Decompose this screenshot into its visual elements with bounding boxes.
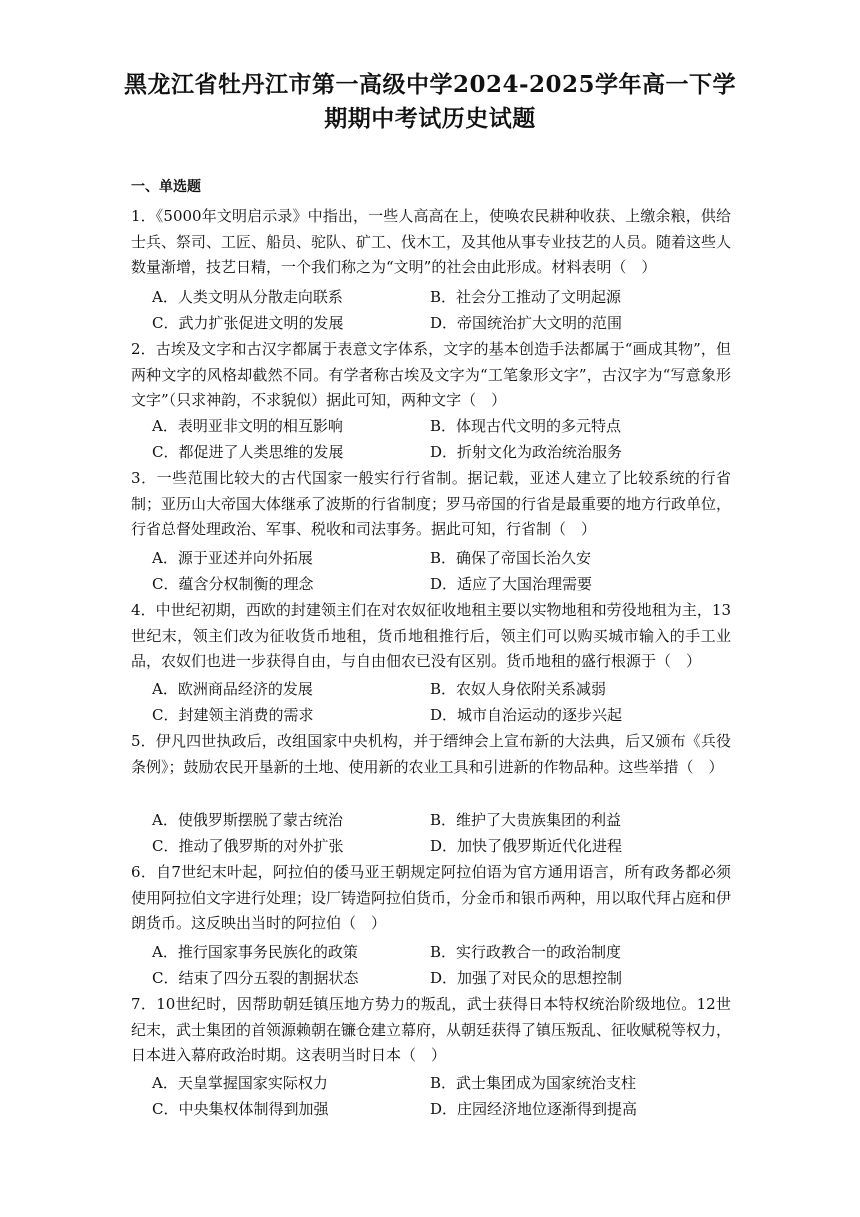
- question-7-option-c: C．中央集权体制得到加强: [152, 1100, 329, 1118]
- question-4-stem: 4．中世纪初期，西欧的封建领主们在对农奴征收地租主要以实物地租和劳役地租为主，13世纪末，领主们改为征收货币地租，货币地租推行后，领主们可以购买城市输入的手工业品，农奴们也进一步获得自由，与自由佃农已没有区别。货币地租的盛行根源于（ ）: [131, 601, 731, 671]
- question-1-option-c: C．武力扩张促进文明的发展: [152, 314, 344, 332]
- question-2-option-d: D．折射文化为政治统治服务: [430, 443, 623, 461]
- question-2-option-a: A．表明亚非文明的相互影响: [152, 417, 343, 435]
- question-3-option-d: D．适应了大国治理需要: [430, 575, 593, 593]
- question-5-option-a: A．使俄罗斯摆脱了蒙古统治: [152, 811, 343, 829]
- question-1-stem: 1．《5000年文明启示录》中指出，一些人高高在上，使唤农民耕种收获、上缴余粮，供给士兵、祭司、工匠、船员、驼队、矿工、伐木工，及其他从事专业技艺的人员。随着这些人数量渐增，技艺日精，一个我们称之为“文明”的社会由此形成。材料表明（ ）: [131, 207, 732, 277]
- title-line-1: 黑龙江省牡丹江市第一高级中学2024-2025学年高一下学: [123, 71, 737, 98]
- title-line-2: 期期中考试历史试题: [324, 105, 536, 132]
- document-title: [90, 68, 770, 136]
- question-7-option-d: D．庄园经济地位逐渐得到提高: [430, 1100, 638, 1118]
- question-1-option-a: A．人类文明从分散走向联系: [152, 288, 343, 306]
- question-5-stem: 5．伊凡四世执政后，改组国家中央机构，并于缙绅会上宣布新的大法典，后又颁布《兵役条例》；鼓励农民开垦新的土地、使用新的农业工具和引进新的作物品种。这些举措（ ）: [131, 732, 731, 776]
- question-2-option-b: B．体现古代文明的多元特点: [430, 417, 622, 435]
- question-2-option-c: C．都促进了人类思维的发展: [152, 443, 344, 461]
- question-5-option-b: B．维护了大贵族集团的利益: [430, 811, 622, 829]
- question-1-option-d: D．帝国统治扩大文明的范围: [430, 314, 623, 332]
- question-4-option-b: B．农奴人身依附关系减弱: [430, 680, 607, 698]
- question-3-option-b: B．确保了帝国长治久安: [430, 549, 592, 567]
- question-4-option-c: C．封建领主消费的需求: [152, 706, 314, 724]
- question-3-option-a: A．源于亚述并向外拓展: [152, 549, 313, 567]
- question-6-option-b: B．实行政教合一的政治制度: [430, 943, 622, 961]
- question-1-option-b: B．社会分工推动了文明起源: [430, 288, 622, 306]
- question-7-stem: 7．10世纪时，因帮助朝廷镇压地方势力的叛乱，武士获得日本特权统治阶级地位。12世纪末，武士集团的首领源赖朝在镰仓建立幕府，从朝廷获得了镇压叛乱、征收赋税等权力，日本进入幕府政治时期。这表明当时日本（ ）: [131, 995, 732, 1065]
- question-7-option-b: B．武士集团成为国家统治支柱: [430, 1074, 637, 1092]
- question-5-option-c: C．推动了俄罗斯的对外扩张: [152, 837, 344, 855]
- question-6-option-c: C．结束了四分五裂的割据状态: [152, 969, 359, 987]
- question-5-option-d: D．加快了俄罗斯近代化进程: [430, 837, 623, 855]
- question-3-option-c: C．蕴含分权制衡的理念: [152, 575, 314, 593]
- question-7-option-a: A．天皇掌握国家实际权力: [152, 1074, 328, 1092]
- section-heading: 一、单选题: [131, 179, 201, 195]
- question-2-stem: 2．古埃及文字和古汉字都属于表意文字体系，文字的基本创造手法都属于“画成其物”，但两种文字的风格却截然不同。有学者称古埃及文字为“工笔象形文字”，古汉字为“写意象形文字”（只求神韵，不求貌似）据此可知，两种文字（ ）: [131, 340, 731, 410]
- question-3-stem: 3．一些范围比较大的古代国家一般实行行省制。据记载，亚述人建立了比较系统的行省制；亚历山大帝国大体继承了波斯的行省制度；罗马帝国的行省是最重要的地方行政单位，行省总督处理政治、军事、税收和司法事务。据此可知，行省制（ ）: [131, 469, 732, 539]
- question-6-stem: 6．自7世纪末叶起，阿拉伯的倭马亚王朝规定阿拉伯语为官方通用语言，所有政务都必须使用阿拉伯文字进行处理；设厂铸造阿拉伯货币，分金币和银币两种，用以取代拜占庭和伊朗货币。这反映出当时的阿拉伯（ ）: [131, 863, 732, 933]
- question-6-option-a: A．推行国家事务民族化的政策: [152, 943, 358, 961]
- question-4-option-d: D．城市自治运动的逐步兴起: [430, 706, 623, 724]
- question-4-option-a: A．欧洲商品经济的发展: [152, 680, 313, 698]
- question-6-option-d: D．加强了对民众的思想控制: [430, 969, 623, 987]
